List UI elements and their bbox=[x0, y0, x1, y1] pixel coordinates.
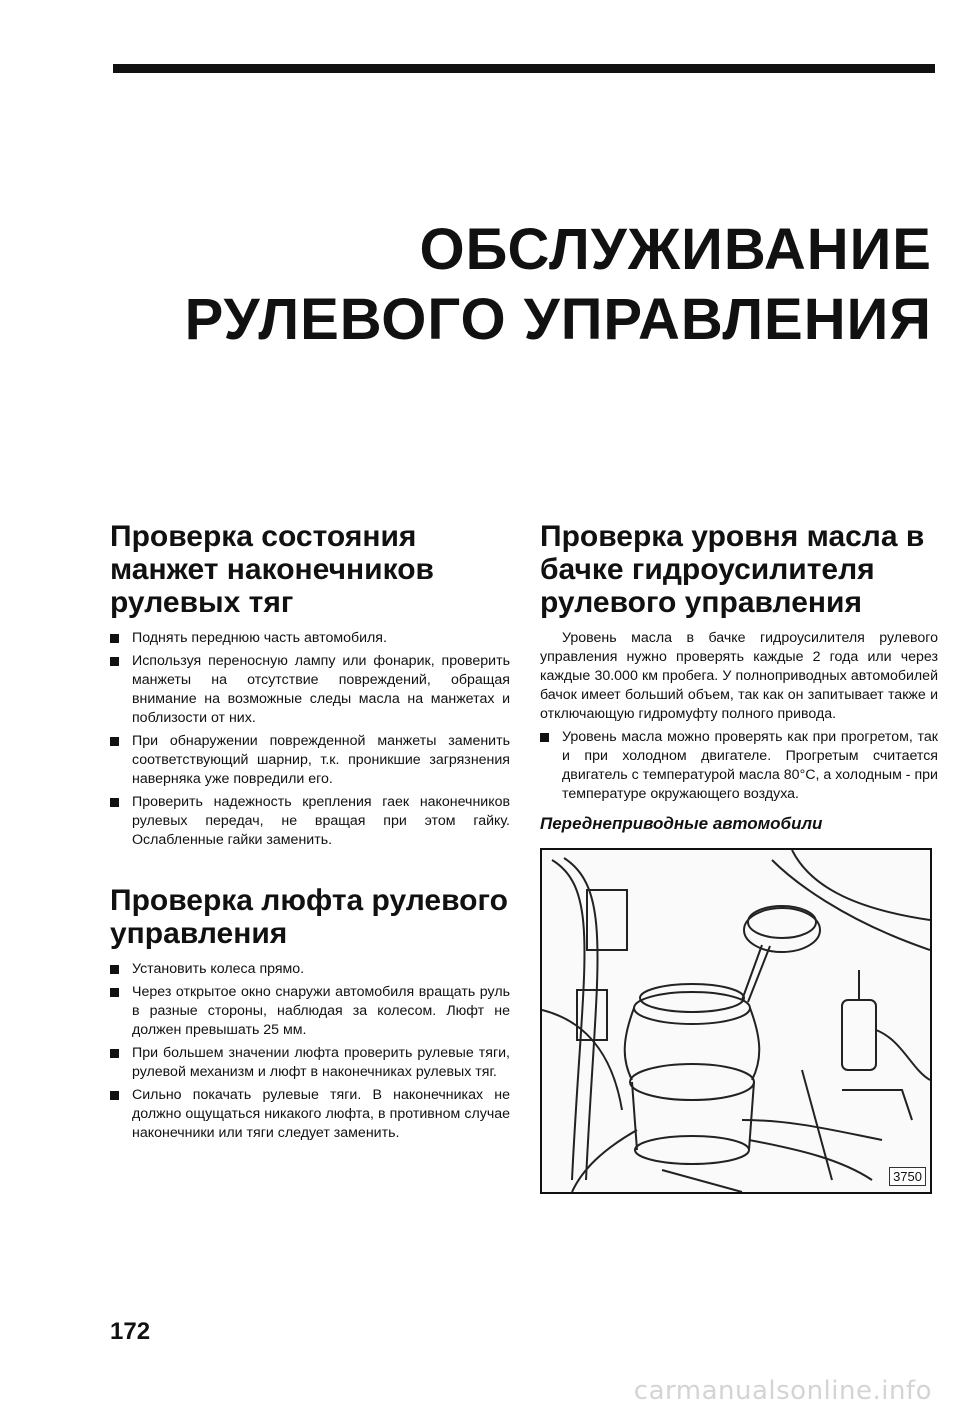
list-item: Через открытое окно снаружи автомобиля вращать руль в разные стороны, наблюдая за колесом. Люфт не должен превышать 25 мм. bbox=[110, 983, 510, 1040]
list-item: Проверить надежность крепления гаек наконечников рулевых передач, не вращая при этом гайку. Ослабленные гайки заменить. bbox=[110, 793, 510, 850]
list-item: Установить колеса прямо. bbox=[110, 960, 510, 979]
boots-checklist bbox=[110, 629, 510, 850]
chapter-title-line1: ОБСЛУЖИВАНИЕ bbox=[419, 217, 932, 282]
oil-level-paragraph: Уровень масла в бачке гидроусилителя рулевого управления нужно проверять каждые 2 года или через каждые 30.000 км пробега. У полноприводных автомобилей бачок имеет больший объем, так как он запитывает также и отключающую гидромуфту полного привода. bbox=[540, 630, 938, 722]
page-number: 172 bbox=[110, 1318, 151, 1345]
list-item: Используя переносную лампу или фонарик, проверить манжеты на отсутствие повреждений, обращая внимание на возможные следы масла на манжетах и поблизости от них. bbox=[110, 652, 510, 728]
fwd-subheading: Переднеприводные автомобили bbox=[540, 814, 823, 833]
section-heading-boots: Проверка состояния манжет наконечников рулевых тяг bbox=[110, 520, 434, 619]
list-item: Поднять переднюю часть автомобиля. bbox=[110, 629, 510, 648]
list-item: Уровень масла можно проверять как при прогретом, так и при холодном двигателе. Прогретым считается двигатель с температурой масла 80°С, а холодным - при температуре окружающего воздуха. bbox=[540, 728, 938, 804]
reservoir-illustration bbox=[540, 848, 932, 1194]
chapter-title-line2: РУЛЕВОГО УПРАВЛЕНИЯ bbox=[184, 287, 932, 352]
right-column bbox=[540, 520, 938, 1194]
section-heading-oil-level: Проверка уровня масла в бачке гидроусилителя рулевого управления bbox=[540, 520, 925, 619]
chapter-title bbox=[52, 215, 932, 355]
list-item: Сильно покачать рулевые тяги. В наконечниках не должно ощущаться никакого люфта, в противном случае наконечники или тяги следует заменить. bbox=[110, 1086, 510, 1143]
watermark: carmanualsonline.info bbox=[633, 1376, 932, 1406]
section-heading-play: Проверка люфта рулевого управления bbox=[110, 884, 508, 950]
list-item: При обнаружении поврежденной манжеты заменить соответствующий шарнир, т.к. проникшие загрязнения наверняка уже повредили его. bbox=[110, 732, 510, 789]
figure-number: 3750 bbox=[889, 1167, 926, 1186]
play-checklist bbox=[110, 960, 510, 1143]
list-item: При большем значении люфта проверить рулевые тяги, рулевой механизм и люфт в наконечниках рулевых тяг. bbox=[110, 1044, 510, 1082]
left-column bbox=[110, 520, 510, 1147]
top-rule bbox=[113, 64, 935, 73]
oil-level-checklist bbox=[540, 728, 938, 804]
reservoir-drawing bbox=[542, 850, 930, 1192]
